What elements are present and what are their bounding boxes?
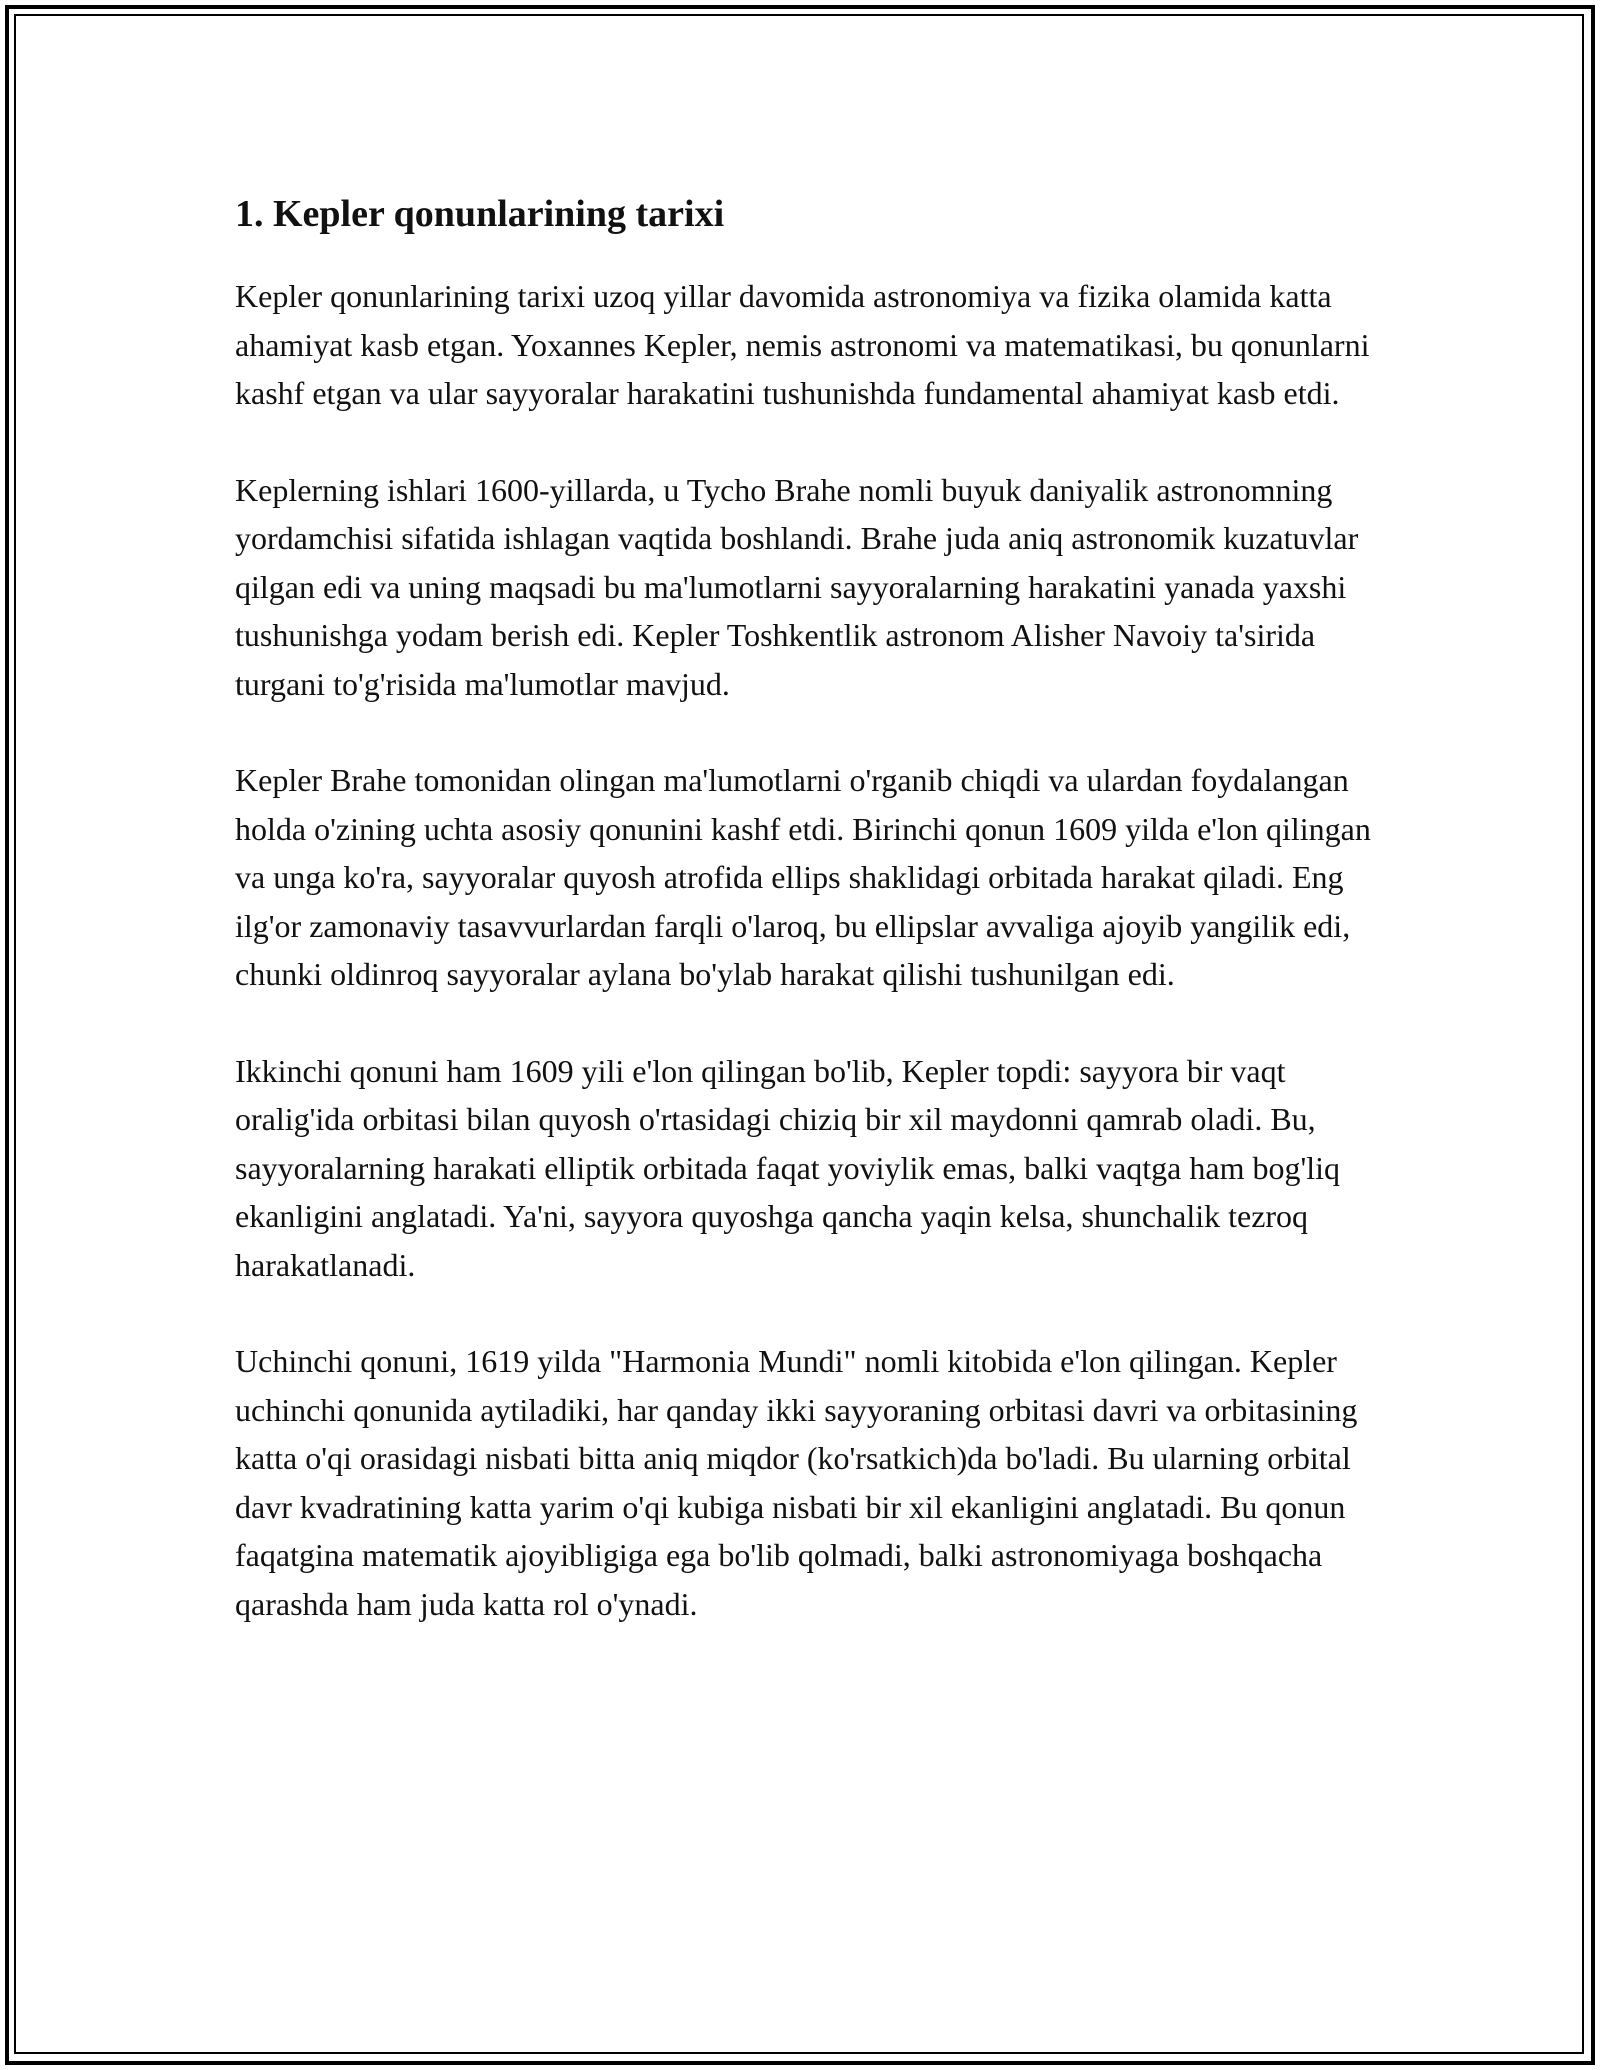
paragraph-second-law: Ikkinchi qonuni ham 1609 yili e'lon qilingan bo'lib, Kepler topdi: sayyora bir vaqt oralig'ida orbitasi bilan quyosh o'rtasidagi chiziq bir xil maydonni qamrab oladi. Bu, sayyoralarning harakati elliptik orbitada faqat yoviylik emas, balki vaqtga ham bog'liq ekanligini anglatadi. Ya'ni, sayyora quyoshga qancha yaqin kelsa, shunchalik tezroq harakatlanadi. (235, 1052, 1340, 1283)
paragraph-history-intro: Kepler qonunlarining tarixi uzoq yillar davomida astronomiya va fizika olamida katta ahamiyat kasb etgan. Yoxannes Kepler, nemis astronomi va matematikasi, bu qonunlarni kashf etgan va ular sayyoralar harakatini tushunishda fundamental ahamiyat kasb etdi. (235, 278, 1370, 411)
paragraph-brahe: Keplerning ishlari 1600-yillarda, u Tycho Brahe nomli buyuk daniyalik astronomning yordamchisi sifatida ishlagan vaqtida boshlandi. Brahe juda aniq astronomik kuzatuvlar qilgan edi va uning maqsadi bu ma'lumotlarni sayyoralarning harakatini yanada yaxshi tushunishga yodam berish edi. Kepler Toshkentlik astronom Alisher Navoiy ta'sirida turgani to'g'risida ma'lumotlar mavjud. (235, 471, 1359, 702)
paragraph-first-law: Kepler Brahe tomonidan olingan ma'lumotlarni o'rganib chiqdi va ulardan foydalangan holda o'zining uchta asosiy qonunini kashf etdi. Birinchi qonun 1609 yilda e'lon qilingan va unga ko'ra, sayyoralar quyosh atrofida ellips shaklidagi orbitada harakat qiladi. Eng ilg'or zamonaviy tasavvurlardan farqli o'laroq, bu ellipslar avvaliga ajoyib yangilik edi, chunki oldinroq sayyoralar aylana bo'ylab harakat qilishi tushunilgan edi. (235, 762, 1371, 992)
section-heading: 1. Kepler qonunlarining tarixi (235, 193, 725, 235)
document-body (235, 186, 1395, 1676)
paragraph-third-law: Uchinchi qonuni, 1619 yilda "Harmonia Mundi" nomli kitobida e'lon qilingan. Kepler uchinchi qonunida aytiladiki, har qanday ikki sayyoraning orbitasi davri va orbitasining katta o'qi orasidagi nisbati bitta aniq miqdor (ko'rsatkich)da bo'ladi. Bu ularning orbital davr kvadratining katta yarim o'qi kubiga nisbati bir xil ekanligini anglatadi. Bu qonun faqatgina matematik ajoyibligiga ega bo'lib qolmadi, balki astronomiyaga boshqacha qarashda ham juda katta rol o'ynadi. (235, 1343, 1358, 1622)
